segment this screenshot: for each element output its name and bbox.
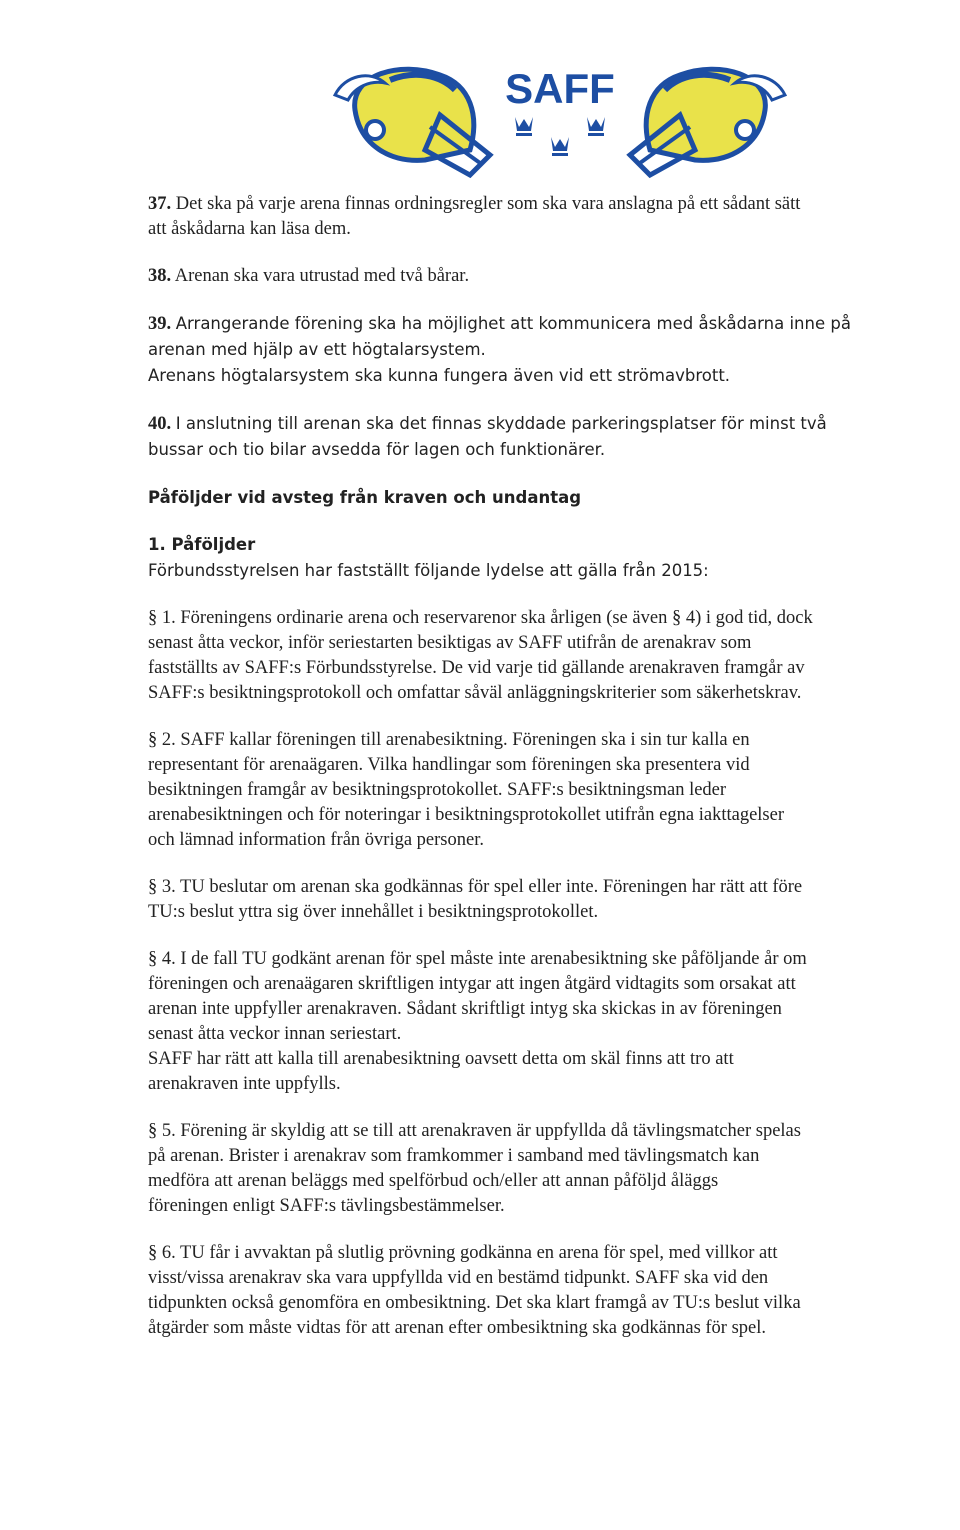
section-heading: Påföljder vid avsteg från kraven och undantag [148, 488, 582, 507]
crowns-icon [515, 117, 605, 156]
paragraph-line: I de fall TU godkänt arenan för spel måste inte arenabesiktning ske påföljande år om [180, 949, 807, 969]
rule-number: 37. [148, 194, 172, 214]
rule-text-line: Arenans högtalarsystem ska kunna fungera även vid ett strömavbrott. [148, 366, 731, 385]
paragraph-line: Föreningens ordinarie arena och reservarenor ska årligen (se även § 4) i god tid, dock [180, 608, 813, 628]
paragraph-2 [148, 728, 958, 853]
rule-38 [148, 264, 958, 289]
rule-text-line: Det ska på varje arena finnas ordningsregler som ska vara anslagna på ett sådant sätt [175, 194, 801, 214]
paragraph-1 [148, 606, 958, 706]
paragraph-number: § 6. [148, 1243, 176, 1263]
paragraph-line: TU får i avvaktan på slutlig prövning godkänna en arena för spel, med villkor att [180, 1243, 778, 1263]
rule-number: 39. [148, 314, 172, 334]
paragraph-line: medföra att arenan beläggs med spelförbud och/eller att annan påföljd åläggs [148, 1171, 719, 1191]
paragraph-line: och lämnad information från övriga personer. [148, 830, 484, 850]
subsection-title: 1. Påföljder [148, 535, 256, 554]
paragraph-line: tidpunkten också genomföra en ombesiktning. Det ska klart framgå av TU:s beslut vilka [148, 1293, 801, 1313]
paragraph-line: arenakraven inte uppfylls. [148, 1074, 341, 1094]
paragraph-line: TU beslutar om arenan ska godkännas för spel eller inte. Föreningen har rätt att före [180, 877, 803, 897]
paragraph-line: åtgärder som måste vidtas för att arenan efter ombesiktning ska godkännas för spel. [148, 1318, 767, 1338]
rule-text-line: arenan med hjälp av ett högtalarsystem. [148, 340, 486, 359]
paragraph-6 [148, 1241, 958, 1341]
paragraph-line: TU:s beslut yttra sig över innehållet i besiktningsprotokollet. [148, 902, 599, 922]
right-helmet-icon [630, 69, 785, 175]
paragraph-number: § 4. [148, 949, 176, 969]
paragraph-line: visst/vissa arenakrav ska vara uppfyllda vid en bestämd tidpunkt. SAFF ska vid den [148, 1268, 769, 1288]
left-helmet-icon [335, 69, 490, 175]
document-body [148, 192, 958, 1363]
paragraph-4 [148, 947, 958, 1097]
saff-logo [330, 55, 790, 180]
paragraph-line: senast åtta veckor, inför seriestarten besiktigas av SAFF utifrån de arenakrav som [148, 633, 752, 653]
paragraph-line: arenan inte uppfyller arenakraven. Sådant skriftligt intyg ska skickas in av föreningen [148, 999, 782, 1019]
rule-text-line: Arrangerande förening ska ha möjlighet att kommunicera med åskådarna inne på [175, 314, 851, 333]
paragraph-5 [148, 1119, 958, 1219]
rule-text-line: bussar och tio bilar avsedda för lagen och funktionärer. [148, 440, 606, 459]
rule-number: 40. [148, 414, 172, 434]
logo-text: SAFF [505, 65, 615, 112]
paragraph-line: Förening är skyldig att se till att arenakraven är uppfyllda då tävlingsmatcher spelas [180, 1121, 801, 1141]
paragraph-line: SAFF:s besiktningsprotokoll och omfattar såväl anläggningskriterier som säkerhetskrav. [148, 683, 802, 703]
paragraph-line: fastställts av SAFF:s Förbundsstyrelse. De vid varje tid gällande arenakraven framgår av [148, 658, 805, 678]
paragraph-line: på arenan. Brister i arenakrav som framkommer i samband med tävlingsmatch kan [148, 1146, 760, 1166]
paragraph-line: senast åtta veckor innan seriestart. [148, 1024, 402, 1044]
rule-text-line: att åskådarna kan läsa dem. [148, 219, 351, 239]
rule-40 [148, 411, 958, 463]
paragraph-line: föreningen enligt SAFF:s tävlingsbestämmelser. [148, 1196, 505, 1216]
paragraph-number: § 5. [148, 1121, 176, 1141]
subsection-intro-text: Förbundsstyrelsen har fastställt följande lydelse att gälla från 2015: [148, 561, 709, 580]
paragraph-line: föreningen och arenaägaren skriftligen intygar att ingen åtgärd vidtagits som orsakat att [148, 974, 796, 994]
rule-text-line: I anslutning till arenan ska det finnas skyddade parkeringsplatser för minst två [175, 414, 827, 433]
paragraph-line: representant för arenaägaren. Vilka handlingar som föreningen ska presentera vid [148, 755, 750, 775]
paragraph-number: § 3. [148, 877, 176, 897]
rule-number: 38. [148, 266, 172, 286]
paragraph-line: SAFF kallar föreningen till arenabesiktning. Föreningen ska i sin tur kalla en [180, 730, 750, 750]
paragraph-line: besiktningen framgår av besiktningsprotokollet. SAFF:s besiktningsman leder [148, 780, 727, 800]
paragraph-line: arenabesiktningen och för noteringar i besiktningsprotokollet utifrån egna iakttagelser [148, 805, 784, 825]
paragraph-3 [148, 875, 958, 925]
subsection-intro [148, 532, 958, 584]
paragraph-number: § 2. [148, 730, 176, 750]
rule-39 [148, 311, 958, 389]
rule-37 [148, 192, 958, 242]
paragraph-number: § 1. [148, 608, 176, 628]
paragraph-line: SAFF har rätt att kalla till arenabesiktning oavsett detta om skäl finns att tro att [148, 1049, 734, 1069]
rule-text-line: Arenan ska vara utrustad med två bårar. [174, 266, 470, 286]
